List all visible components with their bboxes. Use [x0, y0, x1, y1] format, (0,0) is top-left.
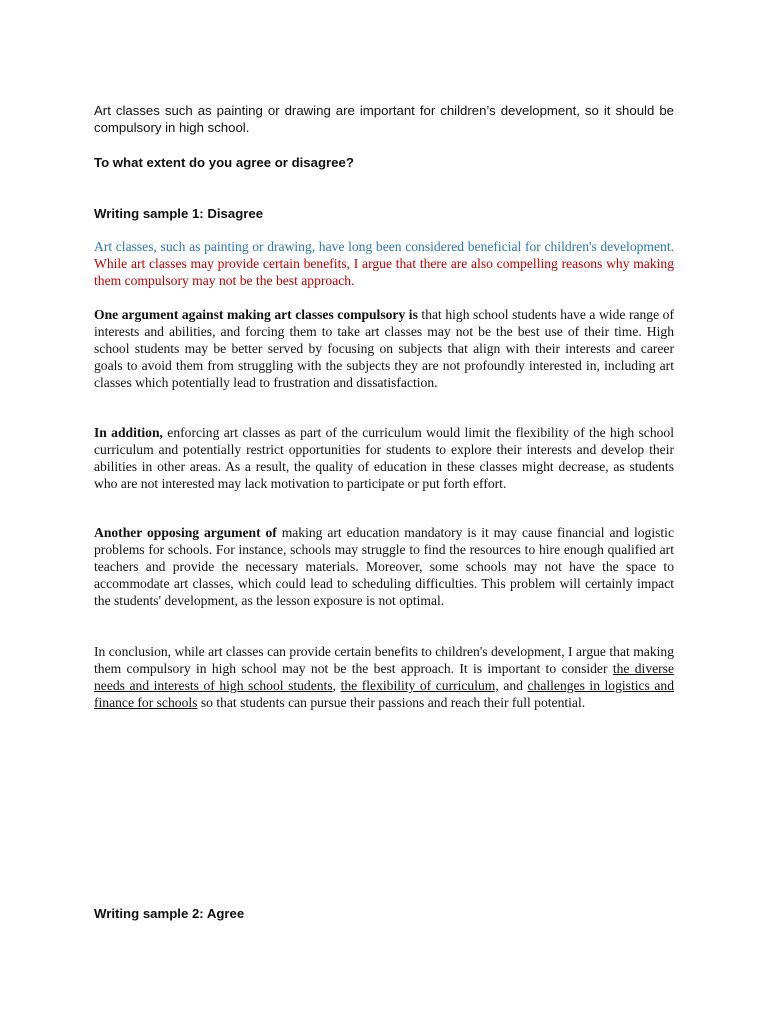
- paragraph-text: enforcing art classes as part of the curriculum would limit the flexibility of the high school curriculum and potentially restrict opportunities for students to explore their interests and develop their abilities in other areas. As a result, the quality of education in these classes might decrease, as students who are not interested may lack motivation to participate or put forth effort.: [94, 425, 674, 491]
- paragraph-text: that high school students have a wide range of interests and abilities, and forcing them to take art classes may not be the best use of their time. High school students may be better served by focusing on subjects that align with their interests and career goals to avoid them from struggling with the subjects they are not profoundly interested in, including art classes which potentially lead to frustration and dissatisfaction.: [94, 307, 674, 390]
- essay-prompt: Art classes such as painting or drawing are important for children’s development, so it should be compulsory in high school.: [94, 103, 674, 135]
- sample-1-body-paragraph-1: [94, 306, 674, 391]
- conclusion-point-3: challenges in logistics and finance for schools: [94, 678, 675, 710]
- conclusion-conjunction: and: [503, 678, 523, 693]
- sample-1-heading: Writing sample 1: Disagree: [94, 206, 264, 221]
- sample-1-body-paragraph-2: [94, 424, 674, 492]
- conclusion-point-1: the diverse needs and interests of high school students: [94, 661, 675, 693]
- intro-background-sentence: Art classes, such as painting or drawing, have long been considered beneficial for children's development.: [94, 239, 674, 254]
- paragraph-lead: Another opposing argument of: [94, 525, 277, 540]
- conclusion-text: In conclusion, while art classes can provide certain benefits to children's development, I argue that making them compulsory in high school may not be the best approach. It is important to consider: [94, 644, 674, 676]
- paragraph-lead: One argument against making art classes compulsory is: [94, 307, 418, 322]
- conclusion-separator: ,: [332, 678, 337, 693]
- intro-thesis-sentence: While art classes may provide certain benefits, I argue that there are also compelling reasons why making them compulsory may not be the best approach.: [94, 256, 674, 288]
- conclusion-point-2: the flexibility of curriculum,: [340, 678, 499, 693]
- sample-1-conclusion: [94, 643, 674, 711]
- conclusion-text-end: so that students can pursue their passions and reach their full potential.: [200, 695, 586, 710]
- essay-question: To what extent do you agree or disagree?: [94, 155, 354, 170]
- sample-1-body-paragraph-3: [94, 524, 674, 609]
- sample-1-introduction: [94, 238, 674, 289]
- paragraph-text: making art education mandatory is it may cause financial and logistic problems for schools. For instance, schools may struggle to find the resources to hire enough qualified art teachers and provide the necessary materials. Moreover, some schools may not have the space to accommodate art classes, which could lead to scheduling difficulties. This problem will certainly impact the students' development, as the lesson exposure is not optimal.: [94, 525, 674, 608]
- sample-2-heading: Writing sample 2: Agree: [94, 906, 245, 921]
- paragraph-lead: In addition,: [94, 425, 163, 440]
